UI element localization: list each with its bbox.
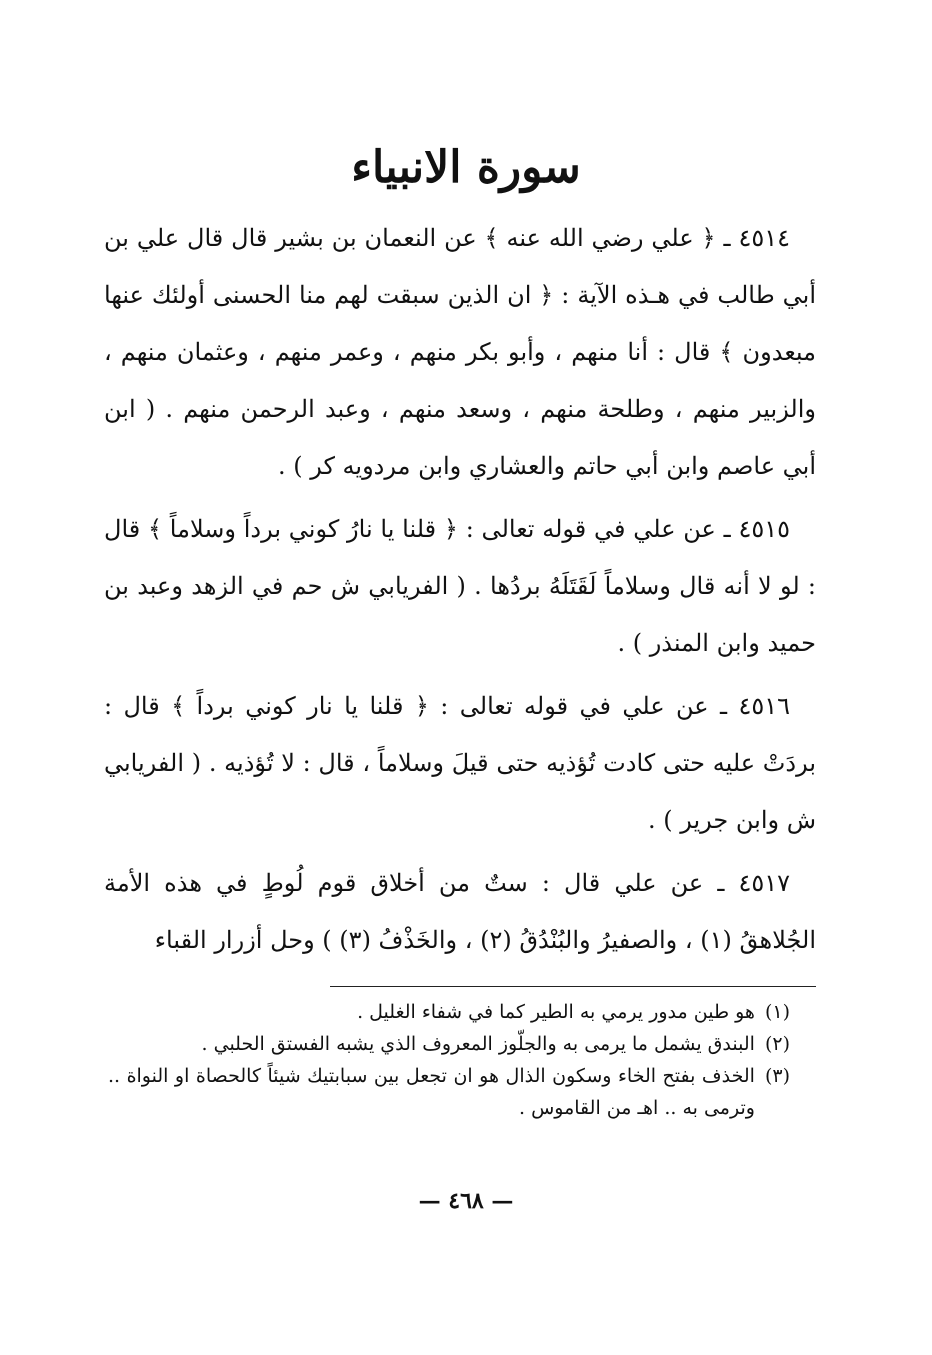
page-number: — ٤٦٨ —: [418, 1188, 514, 1214]
hadith-4514: ٤٥١٤ ـ ﴿ علي رضي الله عنه ﴾ عن النعمان بن بشير قال قال علي بن أبي طالب في هـذه الآية : ﴿ ان الذين سبقت لهم منا الحسنى أولئك عنها مبعدون ﴾ قال : أنا منهم ، وأبو بكر منهم ، وعمر منهم ، وعثمان منهم ، والزبير منهم ، وطلحة منهم ، وسعد منهم ، وعبد الرحمن منهم . ( ابن أبي عاصم وابن أبي حاتم والعشاري وابن مردويه كر ) .: [104, 224, 817, 480]
footnote-number: (١): [764, 1001, 790, 1023]
footnote-number: (٢): [764, 1033, 790, 1055]
footnote-2: [108, 1028, 790, 1060]
footnote-1: [108, 996, 790, 1028]
footnote-number: (٣): [764, 1065, 790, 1087]
hadith-4516: ٤٥١٦ ـ عن علي في قوله تعالى : ﴿ قلنا يا نار كوني برداً ﴾ قال : بردَتْ عليه حتى كادت تُؤذيه حتى قيلَ وسلاماً ، قال : لا تُؤذيه . ( الفريابي ش وابن جرير ) .: [104, 692, 816, 834]
hadith-4517: ٤٥١٧ ـ عن علي قال : ستٌ من أخلاق قوم لُوطٍ في هذه الأمة الجُلاهقُ (١) ، والصفيرُ والبُنْدُقُ (٢) ، والخَذْفُ (٣) ) وحل أزرار القباء: [104, 869, 816, 954]
hadith-4515: ٤٥١٥ ـ عن علي في قوله تعالى : ﴿ قلنا يا نارُ كوني برداً وسلاماً ﴾ قال : لو لا أنه قال وسلاماً لَقَتَلَهُ بردُها . ( الفريابي ش حم في الزهد وعبد بن حميد وابن المنذر ) .: [104, 515, 816, 657]
footnotes: [108, 996, 790, 1124]
footnote-divider: [330, 986, 816, 987]
footnote-text: البندق يشمل ما يرمى به والجلّوز المعروف الذي يشبه الفستق الحلبي .: [201, 1033, 755, 1055]
footnote-3: [108, 1060, 790, 1124]
hadith-body: [104, 210, 816, 975]
surah-title: سورة الانبياء: [351, 142, 581, 193]
footnote-text: هو طين مدور يرمي به الطير كما في شفاء الغليل .: [357, 1001, 755, 1023]
footnote-text: الخذف بفتح الخاء وسكون الذال هو ان تجعل بين سبابتيك شيئاً كالحصاة او النواة .. وترمى به .. اهـ من القاموس .: [108, 1065, 755, 1119]
